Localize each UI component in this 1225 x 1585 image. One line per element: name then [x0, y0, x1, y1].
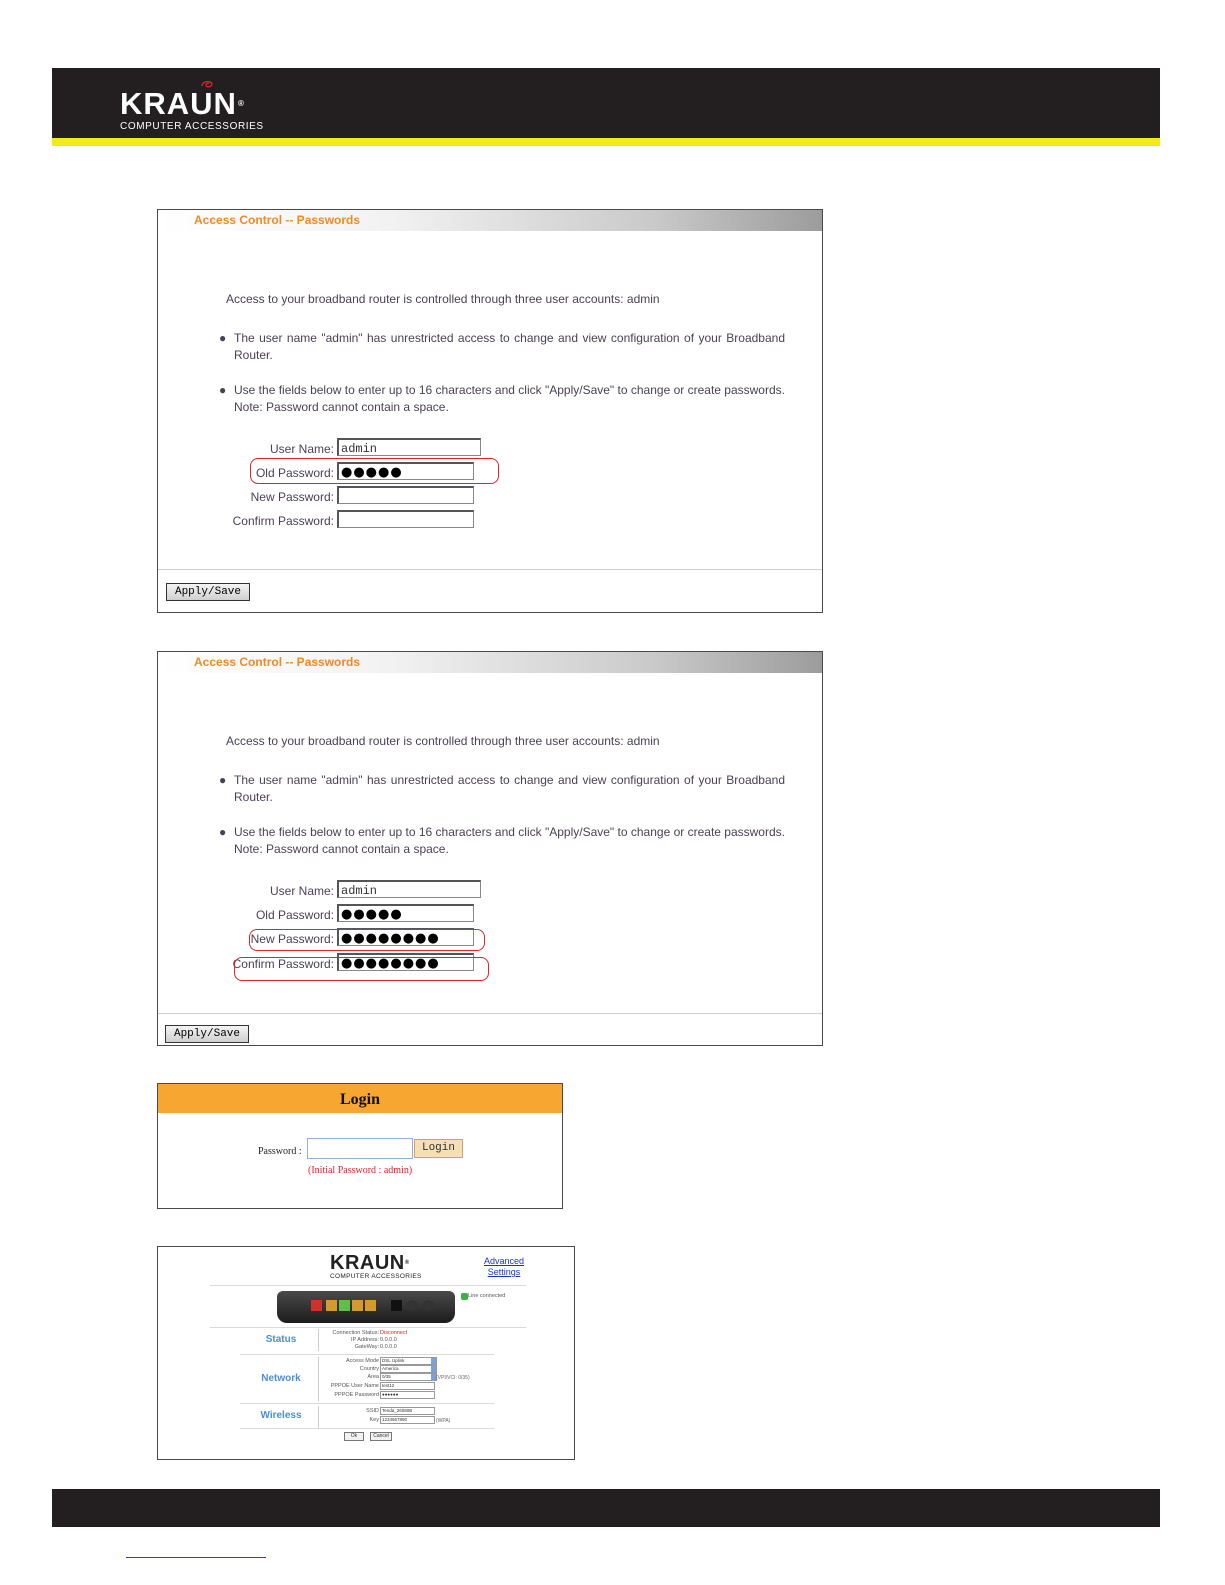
login-button[interactable]: Login — [414, 1139, 463, 1158]
ip-address-value: 0.0.0.0 — [380, 1337, 397, 1343]
panel-title: Access Control -- Passwords — [158, 652, 822, 673]
highlight-ring — [250, 458, 499, 484]
divider — [240, 1403, 494, 1404]
username-input[interactable]: admin — [337, 438, 481, 456]
router-image — [277, 1291, 455, 1323]
username-label: User Name: — [269, 442, 334, 456]
new-password-label: New Password: — [250, 490, 334, 504]
highlight-ring — [249, 929, 485, 951]
ip-address-label: IP Address: — [350, 1337, 379, 1343]
intro-text: Access to your broadband router is controlled through three user accounts: admin — [226, 292, 660, 306]
wpa-note: (WPA) — [436, 1418, 451, 1424]
ssid-label: SSID — [366, 1408, 379, 1414]
gateway-label: GateWay: — [354, 1344, 379, 1350]
password-input[interactable] — [307, 1138, 413, 1159]
status-section-title: Status — [265, 1334, 297, 1345]
confirm-password-label: Confirm Password: — [232, 957, 334, 971]
bullet-item — [219, 330, 785, 364]
power-icon — [423, 1300, 434, 1311]
kraun-logo-small — [330, 1253, 422, 1280]
kraun-logo — [120, 88, 264, 132]
old-password-label: Old Password: — [255, 466, 334, 480]
footer-bar — [52, 1489, 1160, 1527]
wireless-section-title: Wireless — [260, 1410, 302, 1421]
panel-title: Access Control -- Passwords — [158, 210, 822, 231]
access-control-panel-2 — [157, 651, 823, 1046]
intro-text: Access to your broadband router is controlled through three user accounts: admin — [226, 734, 660, 748]
ssid-input[interactable]: Tenda_26080B — [380, 1407, 435, 1415]
access-mode-select[interactable]: DSL Uplink — [380, 1357, 437, 1365]
easy-setup-panel — [157, 1246, 575, 1460]
bullet-icon: ● — [219, 383, 227, 397]
port-icon — [365, 1300, 376, 1311]
key-label: Key — [369, 1417, 379, 1423]
area-select[interactable]: 0/35 — [380, 1373, 437, 1381]
pppoe-user-label: PPPOE User Name — [330, 1383, 379, 1389]
bullet-text: The user name "admin" has unrestricted access to change and view configuration of your Broadband Router. — [234, 773, 785, 804]
logo-wordmark: KRAUN — [330, 1252, 405, 1274]
bullet-icon: ● — [219, 773, 227, 787]
advanced-settings-link[interactable]: Advanced Settings — [483, 1256, 525, 1277]
vpi-vci-note: (VPI/VCI: 0/35) — [436, 1375, 470, 1381]
pppoe-user-input[interactable]: test12 — [380, 1382, 435, 1390]
key-input[interactable]: 1234567890 — [380, 1416, 435, 1424]
bullet-icon: ● — [219, 331, 227, 345]
network-section-title: Network — [261, 1373, 301, 1384]
country-select[interactable]: America — [380, 1365, 437, 1373]
cancel-button[interactable]: Cancel — [370, 1432, 392, 1441]
bullet-text: The user name "admin" has unrestricted access to change and view configuration of your Broadband Router. — [234, 331, 785, 362]
line-status-text: Line connected — [468, 1293, 506, 1299]
logo-wordmark: KRAUN — [120, 86, 237, 121]
divider — [240, 1354, 494, 1355]
bullet-icon: ● — [219, 825, 227, 839]
port-icon — [352, 1300, 363, 1311]
country-label: Country — [359, 1366, 379, 1372]
old-password-input[interactable]: ●●●●● — [337, 904, 474, 922]
username-label: User Name: — [269, 884, 334, 898]
port-icon — [391, 1300, 402, 1311]
initial-password-hint: (Initial Password : admin) — [308, 1165, 413, 1176]
area-label: Area — [367, 1374, 379, 1380]
old-password-input[interactable]: ●●●●● — [337, 462, 474, 480]
port-icon — [326, 1300, 337, 1311]
line-status-icon — [461, 1293, 468, 1300]
new-password-input[interactable]: ●●●●●●●● — [337, 928, 474, 946]
new-password-input[interactable] — [337, 486, 474, 504]
divider — [240, 1428, 494, 1429]
access-mode-label: Access Mode — [345, 1358, 379, 1364]
divider — [210, 1285, 526, 1286]
header-stripe — [52, 138, 1160, 146]
highlight-ring — [234, 957, 489, 981]
power-icon — [407, 1300, 418, 1311]
bullet-text: Use the fields below to enter up to 16 characters and click "Apply/Save" to change or create passwords. Note: Password cannot contain a space. — [234, 383, 785, 414]
login-title: Login — [158, 1084, 562, 1113]
bullet-item — [219, 382, 785, 416]
apply-save-button[interactable]: Apply/Save — [165, 1025, 249, 1043]
logo-tagline: COMPUTER ACCESSORIES — [120, 121, 264, 132]
divider — [158, 1013, 822, 1014]
divider — [210, 1327, 526, 1328]
password-label: Password : — [258, 1146, 302, 1157]
bullet-item — [219, 772, 785, 806]
swirl-icon — [200, 79, 214, 89]
pppoe-password-label: PPPOE Password — [334, 1392, 379, 1398]
pppoe-password-input[interactable]: ●●●●●● — [380, 1391, 435, 1399]
port-icon — [311, 1300, 322, 1311]
divider — [158, 569, 822, 570]
connection-status-value: Disconnect — [380, 1330, 408, 1336]
connection-status-label: Connection Status: — [332, 1330, 379, 1336]
port-icon — [339, 1300, 350, 1311]
ok-button[interactable]: Ok — [344, 1432, 364, 1441]
footer-link-underline[interactable] — [126, 1557, 266, 1558]
old-password-label: Old Password: — [255, 908, 334, 922]
bullet-item — [219, 824, 785, 858]
username-input[interactable]: admin — [337, 880, 481, 898]
gateway-value: 0.0.0.0 — [380, 1344, 397, 1350]
confirm-password-label: Confirm Password: — [232, 514, 334, 528]
logo-registered: ® — [237, 99, 245, 108]
confirm-password-input[interactable] — [337, 510, 474, 528]
apply-save-button[interactable]: Apply/Save — [166, 583, 250, 601]
confirm-password-input[interactable]: ●●●●●●●● — [337, 953, 474, 971]
logo-tagline: COMPUTER ACCESSORIES — [330, 1273, 422, 1280]
access-control-panel-1 — [157, 209, 823, 613]
login-box — [157, 1083, 563, 1209]
bullet-text: Use the fields below to enter up to 16 characters and click "Apply/Save" to change or create passwords. Note: Password cannot contain a space. — [234, 825, 785, 856]
logo-registered: ® — [404, 1260, 410, 1266]
new-password-label: New Password: — [250, 932, 334, 946]
